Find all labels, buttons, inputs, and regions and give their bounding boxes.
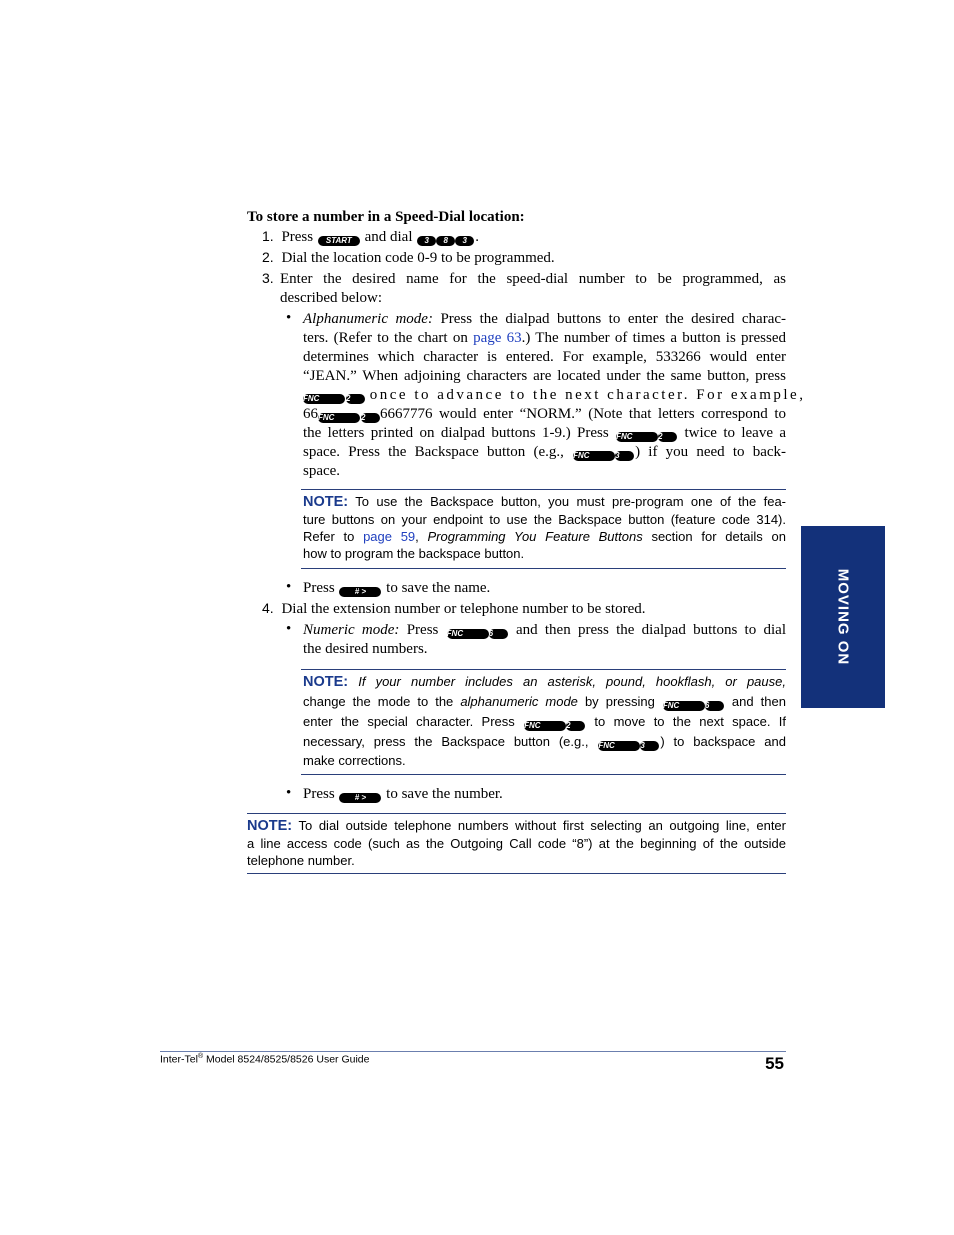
note-label: NOTE:	[247, 818, 293, 834]
note-backspace: NOTE: To use the Backspace button, you must pre-program one of the fea- ture buttons on your endpoint to use the Backspace button (feature code 314). Refer to page 59, Programming You Feature Buttons section for details on how to program the backspace button.	[303, 494, 786, 561]
digit-2-key-icon: 2	[361, 413, 380, 423]
step-4: 4. Dial the extension number or telephone number to be stored.	[262, 600, 646, 617]
digit-3-key-icon: 3	[455, 236, 474, 246]
digit-3-key-icon: 3	[615, 451, 634, 461]
alphanumeric-mode-paragraph: Alphanumeric mode: Press the dialpad buttons to enter the desired charac- ters. (Refer to the chart on page 63.) The number of times a button is pressed determines which character is entered. For example, 533266 would enter “JEAN.” When adjoining characters are located under the same button, press FNC 2 once to advance to the next character. For example, 66FNC 2 6667776 would enter “NORM.” (Note that letters correspond to the letters printed on dialpad buttons 1-9.) Press FNC 2 twice to leave a space. Press the Backspace button (e.g., FNC 3 ) if you need to back- space.	[303, 311, 806, 479]
fnc-key-icon: FNC	[318, 413, 360, 423]
note-top-rule	[301, 489, 786, 490]
digit-2-key-icon: 2	[658, 432, 677, 442]
note-label: NOTE:	[303, 494, 349, 510]
start-key-icon: START	[318, 236, 360, 246]
digit-8-key-icon: 8	[436, 236, 455, 246]
digit-2-key-icon: 2	[566, 721, 585, 731]
bullet-icon: •	[286, 621, 292, 637]
side-tab-label: MOVING ON	[834, 568, 852, 666]
fnc-key-icon: FNC	[524, 721, 566, 731]
step-3-line-2: described below:	[280, 290, 383, 306]
step-3-line-1: Enter the desired name for the speed-dial number to be programmed, as	[280, 271, 786, 287]
fnc-key-icon: FNC	[573, 451, 615, 461]
step-2: 2. Dial the location code 0-9 to be programmed.	[262, 249, 555, 266]
note-outside-numbers: NOTE: To dial outside telephone numbers without first selecting an outgoing line, enter a line access code (such as the Outgoing Call code “8”) at the beginning of the outside telephone number.	[247, 818, 786, 868]
page-63-link[interactable]: page 63	[473, 330, 522, 346]
numeric-mode-paragraph: Numeric mode: Press FNC 6 and then press the dialpad buttons to dial the desired numbers.	[303, 622, 786, 657]
digit-2-key-icon: 2	[346, 394, 365, 404]
bullet-icon: •	[286, 785, 292, 801]
save-number-line: Press # > to save the number.	[303, 786, 503, 802]
note-special-characters: NOTE: If your number includes an asterisk, pound, hookflash, or pause, change the mode to the alphanumeric mode by pressing FNC 6 and then enter the special character. Press FNC 2 to move to the next space. If necessary, press the Backspace button (e.g., FNC 3 ) to backspace and make corrections.	[303, 674, 786, 768]
note-bottom-rule	[301, 568, 786, 569]
note-label: NOTE:	[303, 674, 349, 690]
bullet-icon: •	[286, 579, 292, 595]
fnc-key-icon: FNC	[303, 394, 345, 404]
hash-key-icon: # >	[339, 587, 381, 597]
fnc-key-icon: FNC	[663, 701, 705, 711]
note-bottom-rule	[301, 774, 786, 775]
digit-3-key-icon: 3	[417, 236, 436, 246]
footer-rule	[160, 1051, 786, 1052]
step-1: 1. Press START and dial 3 8 3 .	[262, 228, 480, 245]
digit-6-key-icon: 6	[705, 701, 724, 711]
bullet-icon: •	[286, 310, 292, 326]
save-name-line: Press # > to save the name.	[303, 580, 491, 596]
digit-3-key-icon: 3	[640, 741, 659, 751]
note-top-rule	[301, 669, 786, 670]
section-heading: To store a number in a Speed-Dial location:	[247, 209, 525, 225]
fnc-key-icon: FNC	[447, 629, 489, 639]
page-59-link[interactable]: page 59	[363, 529, 416, 544]
step-number: 1.	[262, 228, 274, 244]
hash-key-icon: # >	[339, 793, 381, 803]
fnc-key-icon: FNC	[598, 741, 640, 751]
footer-guide-title: Inter-Tel® Model 8524/8525/8526 User Guide	[160, 1053, 370, 1066]
step-number: 3.	[262, 270, 274, 286]
note-bottom-rule	[247, 873, 786, 874]
note-top-rule	[247, 813, 786, 814]
section-side-tab	[801, 526, 885, 708]
digit-6-key-icon: 6	[489, 629, 508, 639]
fnc-key-icon: FNC	[616, 432, 658, 442]
page-number: 55	[765, 1054, 784, 1073]
